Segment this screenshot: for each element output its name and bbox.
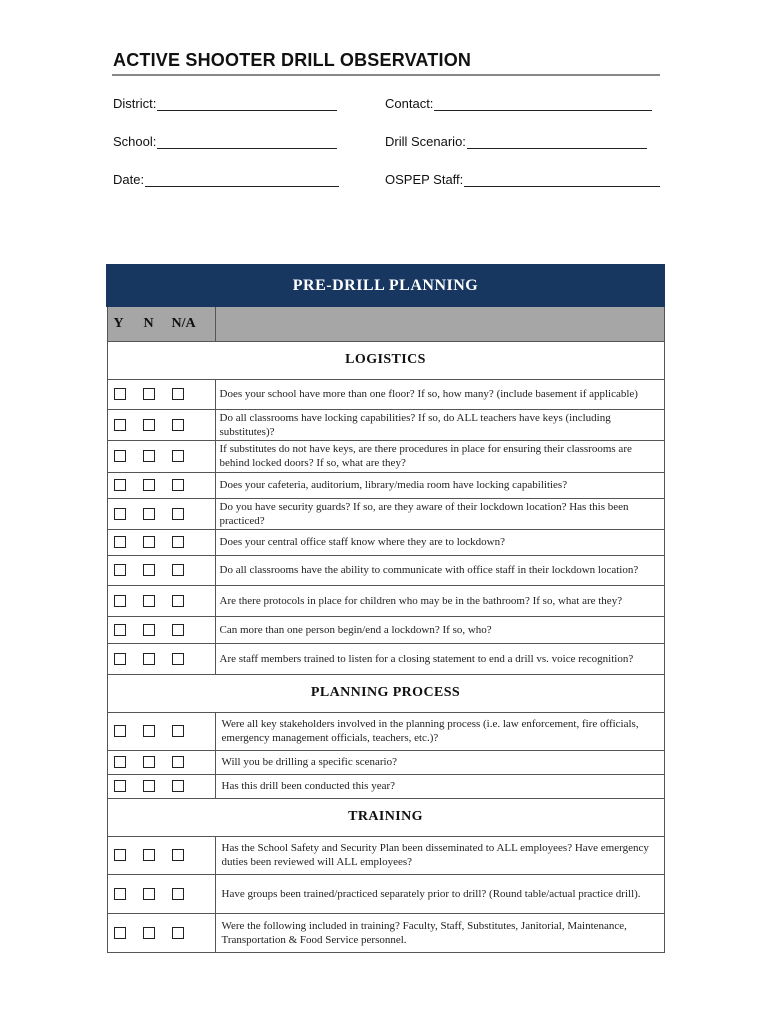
school-label: School: [113, 134, 157, 149]
column-header-blank [215, 306, 664, 341]
question-text: Has this drill been conducted this year? [215, 774, 664, 798]
question-text: Will you be drilling a specific scenario? [215, 750, 664, 774]
checkbox-na[interactable] [172, 564, 184, 576]
question-text: Do you have security guards? If so, are they aware of their lockdown location? Has this been practiced? [215, 498, 664, 529]
answer-checkboxes [107, 712, 215, 750]
checkbox-na[interactable] [172, 756, 184, 768]
checkbox-yes[interactable] [114, 888, 126, 900]
checkbox-yes[interactable] [114, 780, 126, 792]
question-row [107, 712, 664, 750]
title-divider [112, 74, 660, 76]
checkbox-no[interactable] [143, 508, 155, 520]
contact-field [385, 96, 652, 111]
column-headers [107, 306, 215, 341]
answer-checkboxes [107, 498, 215, 529]
checkbox-na[interactable] [172, 725, 184, 737]
contact-label: Contact: [385, 96, 434, 111]
col-n-label: N [143, 315, 154, 331]
question-text: Does your central office staff know where they are to lockdown? [215, 529, 664, 555]
date-label: Date: [113, 172, 145, 187]
checkbox-no[interactable] [143, 780, 155, 792]
question-row [107, 379, 664, 409]
question-row [107, 409, 664, 440]
checkbox-yes[interactable] [114, 508, 126, 520]
question-row [107, 529, 664, 555]
ospep-staff-label: OSPEP Staff: [385, 172, 464, 187]
question-row [107, 440, 664, 472]
checkbox-no[interactable] [143, 927, 155, 939]
answer-checkboxes [107, 555, 215, 585]
district-input-line[interactable] [157, 97, 337, 111]
drill-scenario-label: Drill Scenario: [385, 134, 466, 149]
checkbox-na[interactable] [172, 653, 184, 665]
answer-checkboxes [107, 585, 215, 616]
checkbox-na[interactable] [172, 536, 184, 548]
checkbox-na[interactable] [172, 388, 184, 400]
checkbox-no[interactable] [143, 388, 155, 400]
question-text: Were all key stakeholders involved in the planning process (i.e. law enforcement, fire officials, emergency management officials, teachers, etc.)? [215, 712, 664, 750]
drill-scenario-field [385, 134, 647, 149]
checkbox-yes[interactable] [114, 450, 126, 462]
question-text: Does your cafeteria, auditorium, library/media room have locking capabilities? [215, 472, 664, 498]
section-title: LOGISTICS [107, 341, 664, 379]
ospep-staff-field [385, 172, 660, 187]
answer-checkboxes [107, 440, 215, 472]
question-text: Are staff members trained to listen for a closing statement to end a drill vs. voice recognition? [215, 643, 664, 674]
checkbox-no[interactable] [143, 849, 155, 861]
district-field [113, 96, 337, 111]
question-row [107, 498, 664, 529]
question-text: Do all classrooms have locking capabilities? If so, do ALL teachers have keys (including substitutes)? [215, 409, 664, 440]
checkbox-no[interactable] [143, 595, 155, 607]
checkbox-na[interactable] [172, 419, 184, 431]
district-label: District: [113, 96, 157, 111]
checkbox-yes[interactable] [114, 388, 126, 400]
checkbox-na[interactable] [172, 888, 184, 900]
answer-checkboxes [107, 379, 215, 409]
school-input-line[interactable] [157, 135, 337, 149]
checkbox-yes[interactable] [114, 653, 126, 665]
checkbox-yes[interactable] [114, 849, 126, 861]
checkbox-yes[interactable] [114, 927, 126, 939]
question-text: Can more than one person begin/end a lockdown? If so, who? [215, 616, 664, 643]
checkbox-no[interactable] [143, 653, 155, 665]
answer-checkboxes [107, 472, 215, 498]
checkbox-no[interactable] [143, 725, 155, 737]
contact-input-line[interactable] [434, 97, 652, 111]
question-row [107, 643, 664, 674]
question-row [107, 774, 664, 798]
date-field [113, 172, 339, 187]
answer-checkboxes [107, 750, 215, 774]
answer-checkboxes [107, 913, 215, 952]
table-header: PRE-DRILL PLANNING [107, 265, 664, 306]
checkbox-yes[interactable] [114, 479, 126, 491]
pre-drill-planning-table [106, 264, 665, 953]
answer-checkboxes [107, 409, 215, 440]
sections-body [107, 341, 664, 952]
question-row [107, 585, 664, 616]
checkbox-no[interactable] [143, 450, 155, 462]
question-text: Do all classrooms have the ability to communicate with office staff in their lockdown location? [215, 555, 664, 585]
checkbox-no[interactable] [143, 624, 155, 636]
question-text: If substitutes do not have keys, are there procedures in place for ensuring their classrooms are behind locked doors? If so, what are they? [215, 440, 664, 472]
checkbox-na[interactable] [172, 450, 184, 462]
col-y-label: Y [113, 315, 124, 331]
date-input-line[interactable] [145, 173, 339, 187]
checkbox-no[interactable] [143, 756, 155, 768]
answer-checkboxes [107, 874, 215, 913]
answer-checkboxes [107, 616, 215, 643]
checkbox-na[interactable] [172, 849, 184, 861]
checkbox-no[interactable] [143, 888, 155, 900]
checkbox-yes[interactable] [114, 725, 126, 737]
checkbox-yes[interactable] [114, 564, 126, 576]
question-text: Have groups been trained/practiced separately prior to drill? (Round table/actual practice drill). [215, 874, 664, 913]
page-title: ACTIVE SHOOTER DRILL OBSERVATION [113, 50, 472, 70]
checkbox-na[interactable] [172, 595, 184, 607]
school-field [113, 134, 337, 149]
ospep-staff-input-line[interactable] [464, 173, 660, 187]
checkbox-no[interactable] [143, 479, 155, 491]
question-row [107, 555, 664, 585]
answer-checkboxes [107, 836, 215, 874]
checkbox-na[interactable] [172, 508, 184, 520]
question-text: Does your school have more than one floor? If so, how many? (include basement if applicable) [215, 379, 664, 409]
question-row [107, 836, 664, 874]
checkbox-yes[interactable] [114, 624, 126, 636]
checkbox-no[interactable] [143, 564, 155, 576]
checkbox-yes[interactable] [114, 756, 126, 768]
question-row [107, 616, 664, 643]
section-title: PLANNING PROCESS [107, 674, 664, 712]
answer-checkboxes [107, 529, 215, 555]
checkbox-na[interactable] [172, 780, 184, 792]
checkbox-na[interactable] [172, 927, 184, 939]
answer-checkboxes [107, 774, 215, 798]
drill-scenario-input-line[interactable] [467, 135, 647, 149]
question-text: Has the School Safety and Security Plan been disseminated to ALL employees? Have emergency duties been reviewed will ALL employees? [215, 836, 664, 874]
question-row [107, 750, 664, 774]
question-row [107, 874, 664, 913]
answer-checkboxes [107, 643, 215, 674]
checkbox-yes[interactable] [114, 419, 126, 431]
question-row [107, 472, 664, 498]
question-row [107, 913, 664, 952]
question-text: Were the following included in training? Faculty, Staff, Substitutes, Janitorial, Maintenance, Transportation & Food Service personnel. [215, 913, 664, 952]
checkbox-na[interactable] [172, 624, 184, 636]
question-text: Are there protocols in place for children who may be in the bathroom? If so, what are they? [215, 585, 664, 616]
col-na-label: N/A [171, 315, 196, 331]
checkbox-no[interactable] [143, 536, 155, 548]
checkbox-yes[interactable] [114, 536, 126, 548]
checkbox-yes[interactable] [114, 595, 126, 607]
checkbox-no[interactable] [143, 419, 155, 431]
section-title: TRAINING [107, 798, 664, 836]
checkbox-na[interactable] [172, 479, 184, 491]
